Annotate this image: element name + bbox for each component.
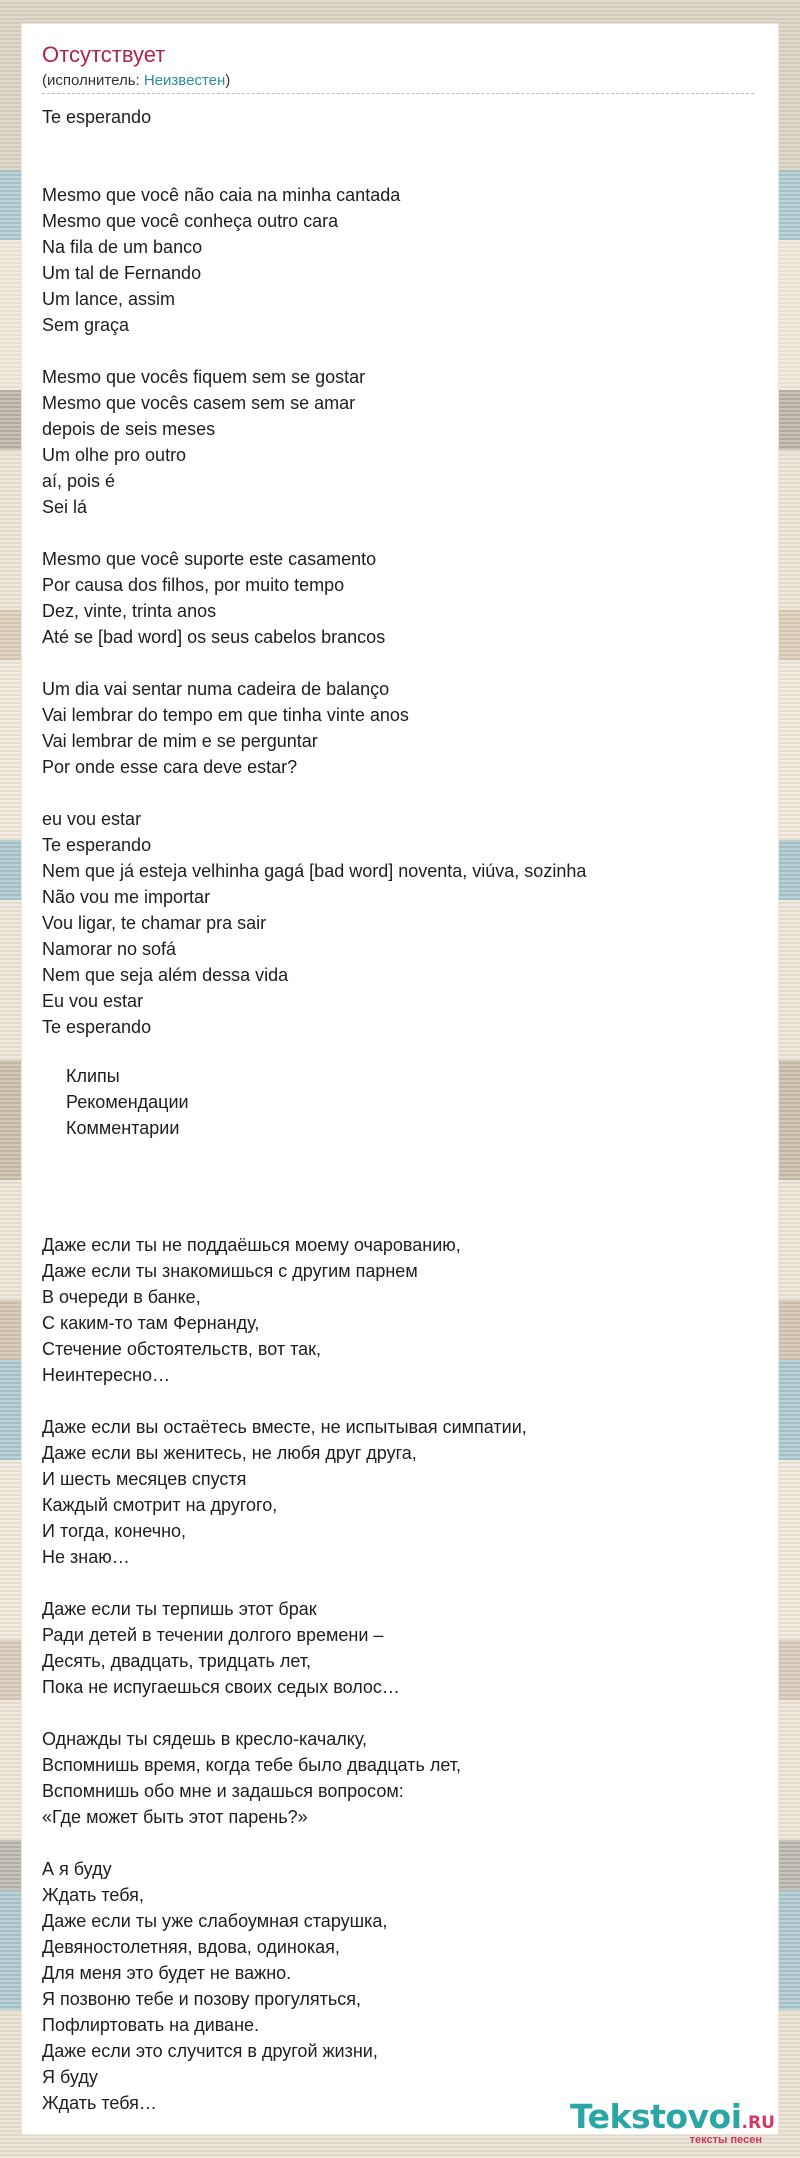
lyric-line: И тогда, конечно, — [42, 1521, 187, 1541]
lyric-line: Даже если вы женитесь, не любя друг друга, — [42, 1443, 417, 1463]
lyric-line: Eu vou estar — [42, 991, 144, 1011]
lyric-line: depois de seis meses — [42, 419, 216, 439]
header-divider — [42, 93, 754, 94]
lyric-line: Стечение обстоятельств, вот так, — [42, 1339, 322, 1359]
stanza-break — [42, 650, 586, 676]
lyric-line: Не знаю… — [42, 1547, 130, 1567]
lyric-line: Вспомнишь обо мне и задашься вопросом: — [42, 1781, 404, 1801]
lyric-line: Я буду — [42, 2067, 98, 2087]
lyric-line: Sei lá — [42, 497, 88, 517]
artist-link[interactable]: Неизвестен — [143, 72, 226, 89]
logo-tld: .RU — [741, 2113, 775, 2133]
lyric-line: Namorar no sofá — [42, 939, 177, 959]
lyric-line: Даже если ты терпишь этот брак — [42, 1599, 317, 1619]
stanza-break — [42, 1570, 527, 1596]
tekstovoi-logo[interactable] — [570, 2098, 776, 2148]
lyric-line: eu vou estar — [42, 809, 142, 829]
lyrics-translation — [42, 1232, 527, 2116]
lyric-line: Mesmo que você suporte este casamento — [42, 549, 377, 569]
lyric-line: Um lance, assim — [42, 289, 176, 309]
lyric-line: Даже если ты знакомишься с другим парнем — [42, 1261, 418, 1281]
song-title: Отсутствует — [42, 42, 166, 67]
lyric-line: Um olhe pro outro — [42, 445, 187, 465]
lyric-line: Однажды ты сядешь в кресло-качалку, — [42, 1729, 368, 1749]
lyric-line: Ждать тебя… — [42, 2093, 157, 2113]
artist-suffix: ) — [225, 72, 231, 89]
lyric-line: Vou ligar, te chamar pra sair — [42, 913, 267, 933]
lyric-line: Неинтересно… — [42, 1365, 171, 1385]
lyric-line: Mesmo que vocês casem sem se amar — [42, 393, 356, 413]
stanza-break — [42, 1700, 527, 1726]
artist-line — [42, 72, 230, 90]
nav-comments-link[interactable]: Комментарии — [66, 1118, 180, 1138]
lyric-line: Каждый смотрит на другого, — [42, 1495, 278, 1515]
stanza-break — [42, 338, 586, 364]
lyric-line: Даже если ты не поддаёшься моему очарованию, — [42, 1235, 461, 1255]
lyric-line: Даже если это случится в другой жизни, — [42, 2041, 378, 2061]
lyric-line: Mesmo que vocês fiquem sem se gostar — [42, 367, 366, 387]
lyric-line: Я позвоню тебе и позову прогуляться, — [42, 1989, 361, 2009]
nav-clips-link[interactable]: Клипы — [66, 1066, 120, 1086]
artist-prefix: (исполнитель: — [42, 72, 144, 89]
lyric-line: aí, pois é — [42, 471, 116, 491]
lyric-line: Sem graça — [42, 315, 130, 335]
lyric-line: Пока не испугаешься своих седых волос… — [42, 1677, 400, 1697]
logo-name: Tekstovoi — [570, 2097, 742, 2136]
lyric-line: Um dia vai sentar numa cadeira de balanço — [42, 679, 390, 699]
lyric-line: С каким-то там Фернанду, — [42, 1313, 260, 1333]
lyric-line: Ждать тебя, — [42, 1885, 144, 1905]
lyric-line: Vai lembrar do tempo em que tinha vinte anos — [42, 705, 409, 725]
nav-recommendations-link[interactable]: Рекомендации — [66, 1092, 189, 1112]
lyric-line: Десять, двадцать, тридцать лет, — [42, 1651, 312, 1671]
lyric-line: Te esperando — [42, 835, 152, 855]
lyric-line: А я буду — [42, 1859, 112, 1879]
lyric-line: И шесть месяцев спустя — [42, 1469, 247, 1489]
lyrics-original — [42, 104, 586, 1040]
lyric-line: Вспомнишь время, когда тебе было двадцать лет, — [42, 1755, 462, 1775]
lyric-line: Mesmo que você não caia na minha cantada — [42, 185, 401, 205]
lyric-line: Te esperando — [42, 1017, 152, 1037]
lyric-line: «Где может быть этот парень?» — [42, 1807, 308, 1827]
lyric-line: Por causa dos filhos, por muito tempo — [42, 575, 345, 595]
lyric-line: Até se [bad word] os seus cabelos brancos — [42, 627, 386, 647]
lyric-line: Nem que seja além dessa vida — [42, 965, 289, 985]
stanza-break — [42, 780, 586, 806]
lyric-line: Для меня это будет не важно. — [42, 1963, 292, 1983]
stanza-break — [42, 156, 586, 182]
lyric-line: Por onde esse cara deve estar? — [42, 757, 298, 777]
lyric-line: Te esperando — [42, 107, 152, 127]
stanza-break — [42, 130, 586, 156]
lyric-line: Девяностолетняя, вдова, одинокая, — [42, 1937, 340, 1957]
lyric-line: Não vou me importar — [42, 887, 211, 907]
content-card — [22, 24, 778, 2134]
lyric-line: Пофлиртовать на диване. — [42, 2015, 260, 2035]
stanza-break — [42, 1830, 527, 1856]
lyric-line: В очереди в банке, — [42, 1287, 201, 1307]
lyric-line: Даже если ты уже слабоумная старушка, — [42, 1911, 388, 1931]
lyric-line: Mesmo que você conheça outro cara — [42, 211, 339, 231]
lyric-line: Ради детей в течении долгого времени – — [42, 1625, 384, 1645]
logo-tagline: тексты песен — [689, 2134, 762, 2146]
song-nav — [66, 1063, 189, 1141]
lyric-line: Nem que já esteja velhinha gagá [bad word] noventa, viúva, sozinha — [42, 861, 587, 881]
lyric-line: Dez, vinte, trinta anos — [42, 601, 217, 621]
stanza-break — [42, 520, 586, 546]
lyric-line: Na fila de um banco — [42, 237, 203, 257]
lyric-line: Даже если вы остаётесь вместе, не испытывая симпатии, — [42, 1417, 527, 1437]
stanza-break — [42, 1388, 527, 1414]
lyric-line: Um tal de Fernando — [42, 263, 202, 283]
lyric-line: Vai lembrar de mim e se perguntar — [42, 731, 318, 751]
